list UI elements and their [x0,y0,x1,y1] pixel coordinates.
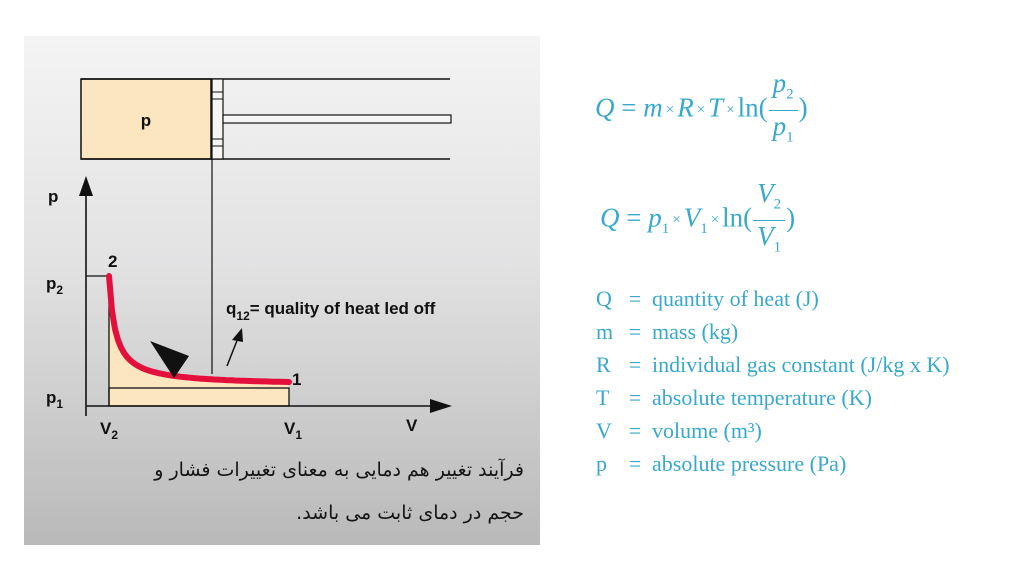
v2-label: $V_2$ [100,419,119,442]
point-1-label: 1 [292,370,302,389]
p-axis-label: p [48,187,59,206]
isothermal-diagram-panel [24,36,540,545]
legend-row-heat: Q = quantity of heat (J) [596,286,819,311]
q12-label: $q_{12}=$ quality of heat led off [226,299,436,323]
piston-head [212,79,223,159]
lower-band-fill [109,388,289,406]
v-axis-label: V [406,416,418,435]
p1-label: $p_1$ [46,388,64,411]
piston-rod [223,115,451,123]
caption-line-2: حجم در دمای ثابت می باشد. [296,502,524,524]
v1-label: $V_1$ [284,419,303,442]
legend-row-gas-constant: R = individual gas constant (J/kg x K) [596,352,950,377]
formula-panel [560,40,1020,540]
legend-row-temperature: T = absolute temperature (K) [596,385,872,410]
formula-heat-mrt: Q = m × R × T × ln( $\frac{p_2}{p_1}$ ) [595,68,808,153]
volume-ratio-fraction: $\frac{V_2}{V_1}$ [753,178,785,263]
legend-row-mass: m = mass (kg) [596,319,739,344]
pressure-ratio-fraction: $\frac{p_2}{p_1}$ [769,68,798,153]
caption-line-1: فرآیند تغییر هم دمایی به معنای تغییرات فشار و [154,459,524,481]
legend-row-volume: V = volume (m³) [596,418,762,443]
piston-pressure-label: p [140,111,152,130]
formula-heat-pv: $Q = p_1\times V_1\times \ln$( $\frac{V_2}{V_1}$ ) [600,178,795,263]
legend-row-pressure: p = absolute pressure (Pa) [596,451,847,476]
p2-label: $p_2$ [46,274,64,297]
point-2-label: 2 [108,252,118,271]
